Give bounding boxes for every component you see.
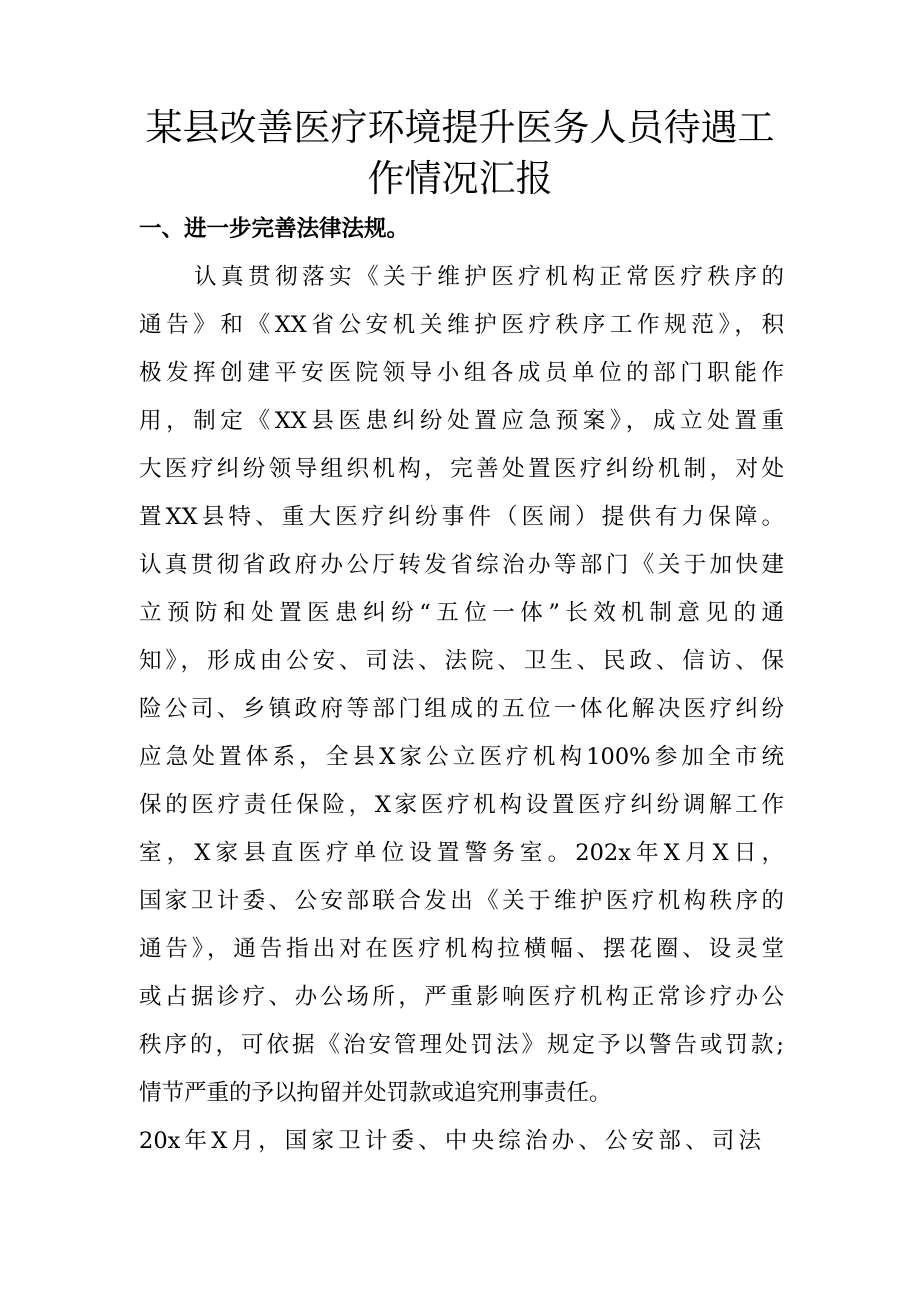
body-line: 通告》和《XX省公安机关维护医疗秩序工作规范》，积 <box>139 312 784 338</box>
body-line: 室，X家县直医疗单位设置警务室。202x年X月X日， <box>139 840 784 866</box>
body-line: 置XX县特、重大医疗纠纷事件（医闹）提供有力保障。 <box>139 504 784 530</box>
body-line: 认真贯彻落实《关于维护医疗机构正常医疗秩序的 <box>194 264 784 290</box>
body-line: 国家卫计委、公安部联合发出《关于维护医疗机构秩序的 <box>139 888 784 914</box>
body-line: 情节严重的予以拘留并处罚款或追究刑事责任。 <box>139 1080 612 1106</box>
body-line: 保的医疗责任保险，X家医疗机构设置医疗纠纷调解工作 <box>139 792 784 818</box>
body-line: 应急处置体系，全县X家公立医疗机构100%参加全市统 <box>139 744 784 770</box>
body-line: 立预防和处置医患纠纷“五位一体”长效机制意见的通 <box>139 600 784 626</box>
body-line: 秩序的，可依据《治安管理处罚法》规定予以警告或罚款; <box>139 1032 784 1058</box>
body-line: 知》，形成由公安、司法、法院、卫生、民政、信访、保 <box>139 648 784 674</box>
body-line: 通告》，通告指出对在医疗机构拉横幅、摆花圈、设灵堂 <box>139 936 784 962</box>
document-title-line-1: 某县改善医疗环境提升医务人员待遇工 <box>145 106 775 149</box>
body-line: 大医疗纠纷领导组织机构，完善处置医疗纠纷机制，对处 <box>139 456 784 482</box>
body-line: 认真贯彻省政府办公厅转发省综治办等部门《关于加快建 <box>139 552 784 578</box>
document-title-line-2: 作情况汇报 <box>367 157 553 200</box>
next-paragraph-line: 20x年X月，国家卫计委、中央综治办、公安部、司法 <box>139 1128 761 1154</box>
body-line: 或占据诊疗、办公场所，严重影响医疗机构正常诊疗办公 <box>139 984 784 1010</box>
body-line: 用，制定《XX县医患纠纷处置应急预案》，成立处置重 <box>139 408 784 434</box>
body-line: 极发挥创建平安医院领导小组各成员单位的部门职能作 <box>139 360 784 386</box>
body-line: 险公司、乡镇政府等部门组成的五位一体化解决医疗纠纷 <box>139 696 784 722</box>
section-heading: 一、进一步完善法律法规。 <box>139 216 410 242</box>
